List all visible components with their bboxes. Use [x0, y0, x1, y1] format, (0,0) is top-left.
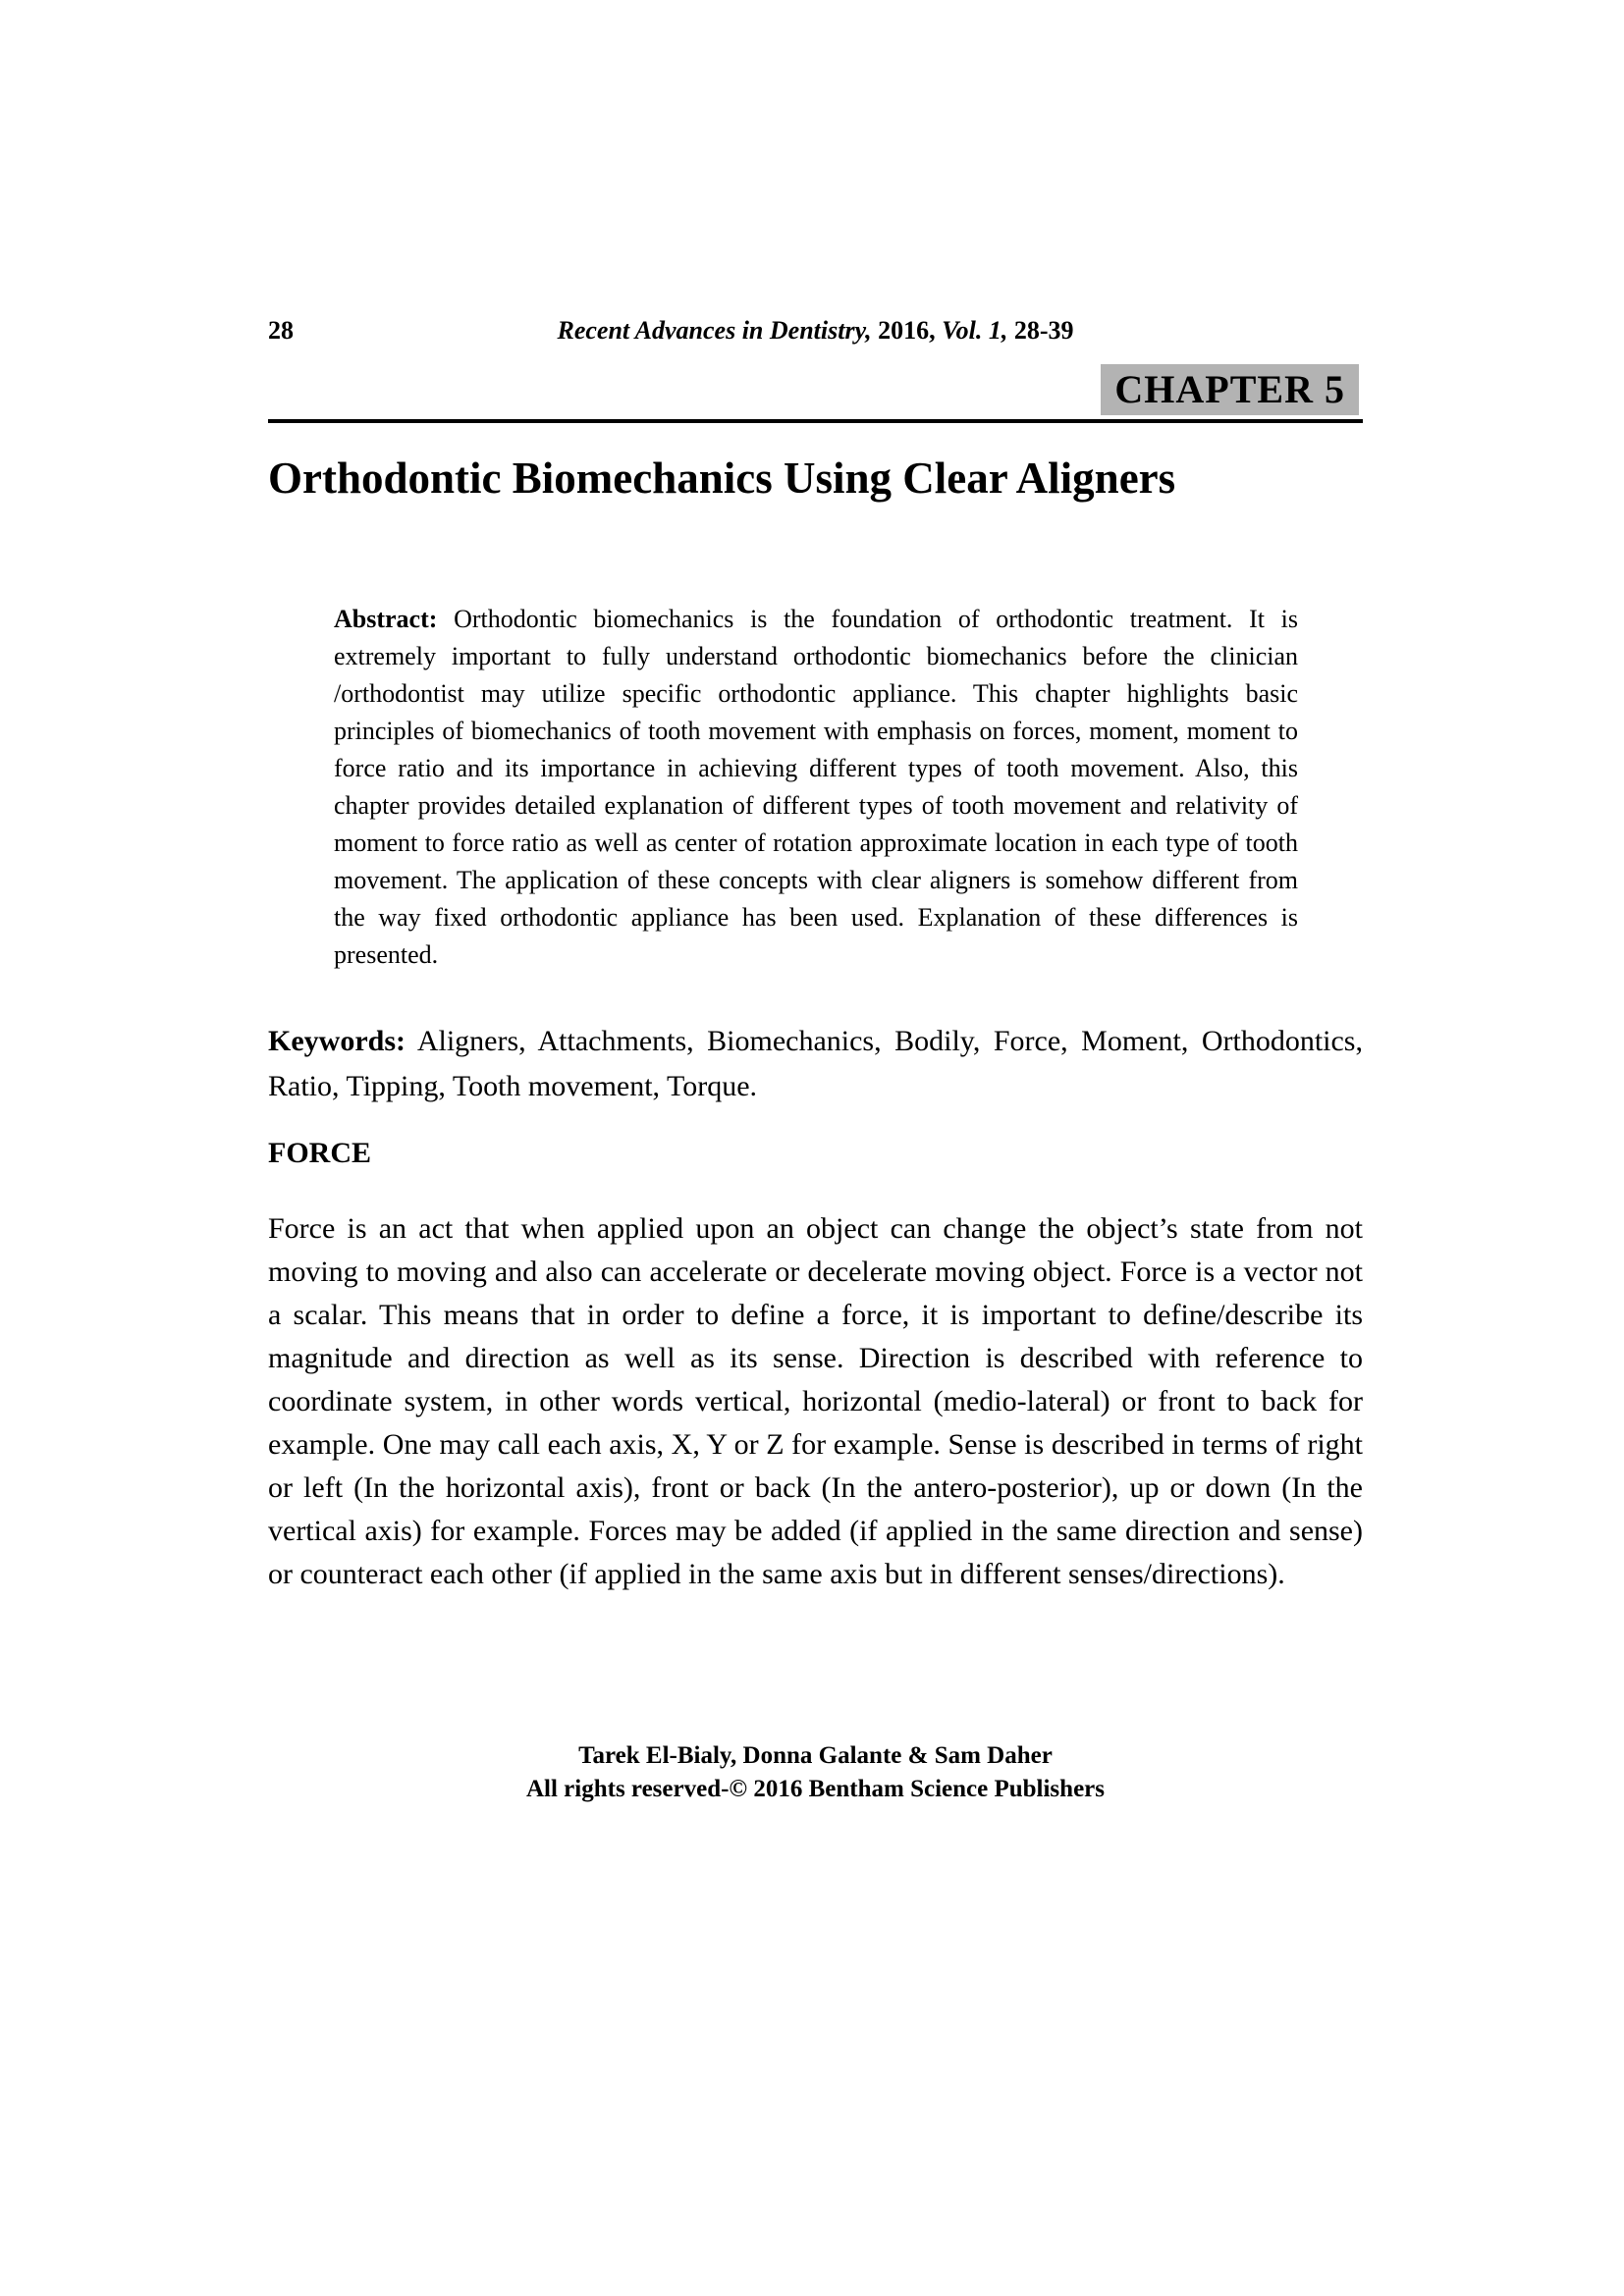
journal-title: Recent Advances in Dentistry, [557, 316, 872, 345]
journal-volume: Vol. 1, [942, 316, 1008, 345]
journal-reference [268, 314, 1363, 347]
keywords-text: Aligners, Attachments, Biomechanics, Bodily, Force, Moment, Orthodontics, Ratio, Tipping, Tooth movement, Torque. [268, 1025, 1363, 1102]
footer-rights: All rights reserved-© 2016 Bentham Science Publishers [525, 1776, 1105, 1802]
keywords-paragraph [268, 1019, 1363, 1109]
page-content [268, 0, 1363, 2296]
body-paragraph: Force is an act that when applied upon an object can change the object’s state from not moving to moving and also can accelerate or decelerate moving object. Force is a vector not a scalar. This means that in order to define a force, it is important to define/describe its magnitude and direction as well as its sense. Direction is described with reference to coordinate system, in other words vertical, horizontal (medio-lateral) or front to back for example. One may call each axis, X, Y or Z for example. Sense is described in terms of right or left (In the horizontal axis), front or back (In the antero-posterior), up or down (In the vertical axis) for example. Forces may be added (if applied in the same direction and sense) or counteract each other (if applied in the same axis but in different senses/directions). [268, 1212, 1363, 1590]
header-rule [268, 419, 1363, 423]
page-number: 28 [268, 316, 294, 345]
chapter-title: Orthodontic Biomechanics Using Clear Aligners [268, 454, 1176, 503]
abstract-paragraph [334, 601, 1298, 974]
journal-pages: 28-39 [1013, 316, 1074, 345]
abstract-text: Orthodontic biomechanics is the foundation of orthodontic treatment. It is extremely important to fully understand orthodontic biomechanics before the clinician /orthodontist may utilize specific orthodontic appliance. This chapter highlights basic principles of biomechanics of tooth movement with emphasis on forces, moment, moment to force ratio and its importance in achieving different types of tooth movement. Also, this chapter provides detailed explanation of different types of tooth movement and relativity of moment to force ratio as well as center of rotation approximate location in each type of tooth movement. The application of these concepts with clear aligners is somehow different from the way fixed orthodontic appliance has been used. Explanation of these differences is presented. [334, 605, 1298, 969]
journal-year: 2016, [878, 316, 936, 345]
running-head [268, 314, 1363, 347]
keywords-label: Keywords: [268, 1025, 406, 1057]
footer-authors: Tarek El-Bialy, Donna Galante & Sam Daher [578, 1742, 1053, 1769]
section-heading-force: FORCE [268, 1137, 371, 1169]
page-footer [268, 1739, 1363, 1806]
abstract-label: Abstract: [334, 605, 438, 633]
chapter-badge: CHAPTER 5 [1101, 364, 1359, 415]
